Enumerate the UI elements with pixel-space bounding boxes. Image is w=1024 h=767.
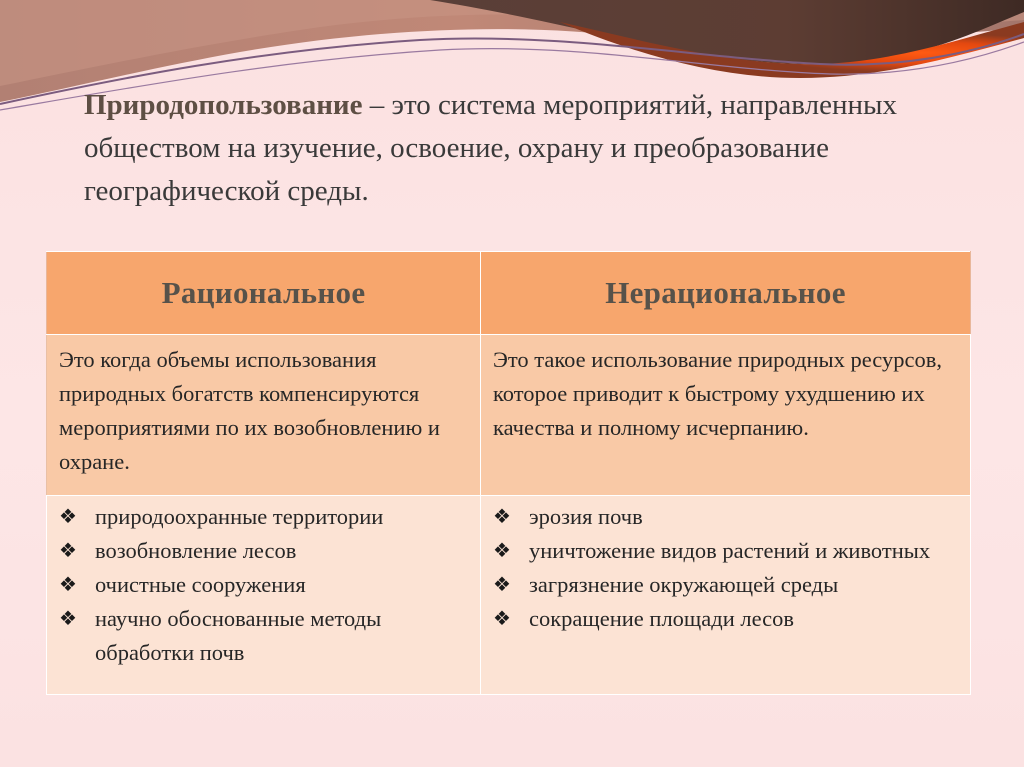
diamond-star-icon: ❖ — [493, 608, 511, 630]
diamond-star-icon: ❖ — [59, 574, 77, 596]
definition-paragraph — [84, 84, 984, 213]
examples-irrational-cell — [481, 496, 971, 695]
diamond-star-icon: ❖ — [493, 574, 511, 596]
header-irrational: Нерациональное — [481, 252, 971, 335]
examples-irrational-list — [491, 500, 960, 636]
list-item: ❖ очистные сооружения — [57, 568, 470, 602]
definition-irrational: Это такое использование природных ресурсов, которое приводит к быстрому ухудшению их качества и полному исчерпанию. — [481, 335, 971, 496]
diamond-star-icon: ❖ — [493, 540, 511, 562]
list-item: ❖ сокращение площади лесов — [491, 602, 960, 636]
list-item: ❖ загрязнение окружающей среды — [491, 568, 960, 602]
header-rational: Рациональное — [47, 252, 481, 335]
table-definition-row — [47, 335, 971, 496]
list-item: ❖ возобновление лесов — [57, 534, 470, 568]
examples-rational-list — [57, 500, 470, 670]
comparison-table — [46, 251, 971, 695]
diamond-star-icon: ❖ — [493, 506, 511, 528]
list-item: ❖ уничтожение видов растений и животных — [491, 534, 960, 568]
list-item: ❖ эрозия почв — [491, 500, 960, 534]
table-list-row — [47, 496, 971, 695]
definition-text: – это система мероприятий, направленных обществом на изучение, освоение, охрану и преобразование географической среды. — [84, 89, 897, 207]
examples-rational-cell — [47, 496, 481, 695]
table-header-row — [47, 252, 971, 335]
definition-rational: Это когда объемы использования природных богатств компенсируются мероприятиями по их возобновлению и охране. — [47, 335, 481, 496]
diamond-star-icon: ❖ — [59, 608, 77, 630]
diamond-star-icon: ❖ — [59, 540, 77, 562]
definition-term: Природопользование — [84, 89, 363, 121]
diamond-star-icon: ❖ — [59, 506, 77, 528]
list-item: ❖ научно обоснованные методы обработки почв — [57, 602, 470, 670]
list-item: ❖ природоохранные территории — [57, 500, 470, 534]
